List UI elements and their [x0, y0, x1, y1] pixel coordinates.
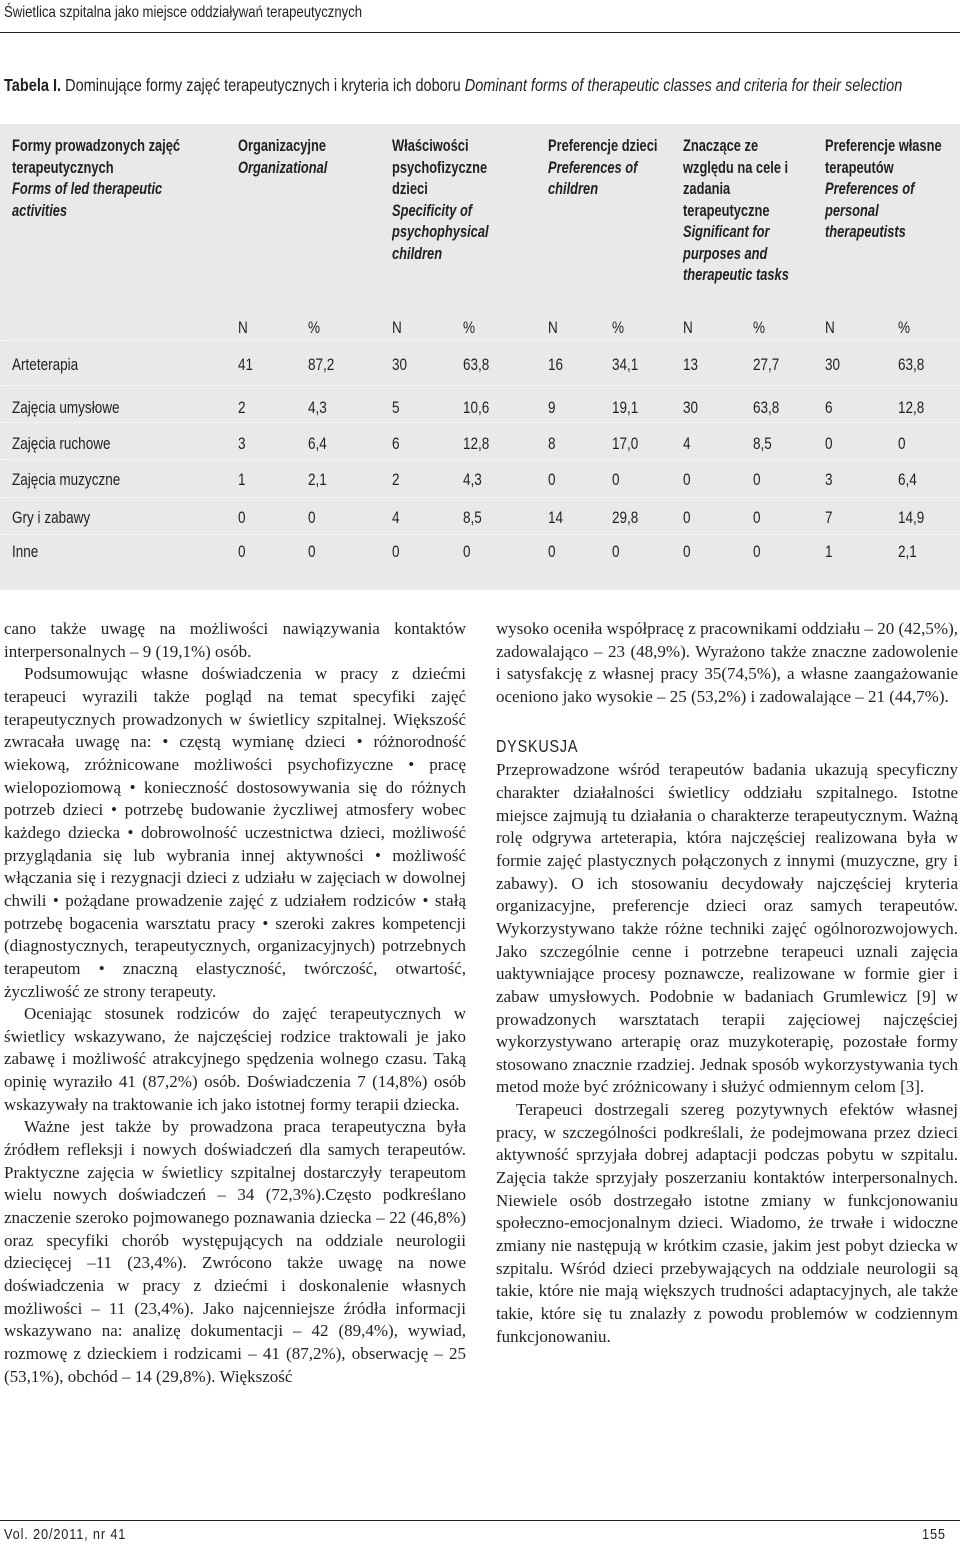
table-cell: 2 — [392, 471, 400, 489]
row-divider — [0, 459, 960, 460]
body-paragraph: Przeprowadzone wśród terapeutów badania ukazują specyficzny charakter działalności świetlicy oddziału szpitalnego. Istotne miejsce zajmują tu działania o charakterze terapeutycznym. Ważną rolę odgrywa arteterapia, która najczęściej realizowana była w formie zajęć plastycznych połączonych z innymi (muzyczne, gry i zabawy). O ich stosowaniu decydowały najczęściej kryteria organizacyjne, preferencje dzieci oraz samych terapeutów. Wykorzystywano także różne techniki zajęć ogólnorozwojowych. Jako szczególnie cenne i potrzebne terapeuci uznali zajęcia uaktywniające procesy poznawcze, realizowane w formie gier i zabaw umysłowych. Podobnie w badaniach Grumlewicz [9] w prowadzonych warsztatach terapii zajęciowej najczęściej wykorzystywano arterapię oraz muzykoterapię, pozostałe formy stosowano znacznie rzadziej. Jednak sposób wykorzystywania tych metod może być zróżnicowany i służyć odmiennym celom [3]. — [496, 760, 958, 1097]
body-paragraph: Oceniając stosunek rodziców do zajęć terapeutycznych w świetlicy wskazywano, że najczęściej rodzice traktowali je jako zabawę i możliwość atrakcyjnego spędzenia wolnego czasu. Taką opinię wyraziło 41 (87,2%) osób. Doświadczenia 7 (14,8%) osób wskazywały na traktowanie ich jako istotnej formy terapii dziecka. — [4, 1004, 466, 1114]
table-cell: 6,4 — [898, 471, 917, 489]
table-cell: 30 — [683, 399, 699, 417]
table-cell: 0 — [683, 543, 691, 561]
table-cell: 2,1 — [898, 543, 917, 561]
table-cell: 6,4 — [308, 435, 327, 453]
header-pl: Preferencje własne terapeutów — [825, 137, 942, 177]
table-cell: 1 — [825, 543, 833, 561]
row-label: Zajęcia umysłowe — [12, 399, 120, 417]
right-text-column — [496, 618, 958, 1348]
table-cell: 2 — [238, 399, 246, 417]
table-cell: 0 — [612, 543, 620, 561]
table-cell: 17,0 — [612, 435, 639, 453]
subheader-n: N — [548, 319, 558, 337]
subheader-percent: % — [308, 319, 321, 337]
header-forms — [12, 136, 207, 222]
header-en: Specificity of psychophysical children — [392, 201, 489, 263]
header-en: Organizational — [238, 158, 328, 177]
table-cell: 6 — [392, 435, 400, 453]
table-cell: 7 — [825, 509, 833, 527]
row-label: Gry i zabawy — [12, 509, 91, 527]
footer-rule — [0, 1520, 960, 1521]
table-cell: 0 — [825, 435, 833, 453]
row-label: Zajęcia ruchowe — [12, 435, 111, 453]
table-cell: 0 — [238, 543, 246, 561]
table-cell: 4 — [683, 435, 691, 453]
header-pl: Preferencje dzieci — [548, 137, 658, 155]
subheader-percent: % — [898, 319, 911, 337]
table-cell: 10,6 — [463, 399, 490, 417]
header-en: Preferences of personal therapeutists — [825, 180, 915, 241]
header-organizational — [238, 136, 355, 179]
page-number: 155 — [922, 1526, 946, 1543]
table-cell: 87,2 — [308, 356, 335, 374]
table-cell: 0 — [898, 435, 906, 453]
table-cell: 0 — [548, 543, 556, 561]
table-cell: 8,5 — [753, 435, 772, 453]
left-text-column — [4, 618, 466, 1388]
table-cell: 9 — [548, 399, 556, 417]
table-cell: 0 — [463, 543, 471, 561]
row-divider — [0, 497, 960, 498]
table-cell: 8,5 — [463, 509, 482, 527]
body-paragraph: wysoko oceniła współpracę z pracownikami oddziału – 20 (42,5%), zadowalająco – 23 (48,9%). Wyrażono także znaczne zadowolenie i satysfakcję z własnej pracy 35(74,5%), a własne zaangażowanie oceniono jako wysokie – 25 (53,2%) i zadowalające – 21 (44,7%). — [496, 619, 958, 706]
table-cell: 4,3 — [308, 399, 327, 417]
table-cell: 14,9 — [898, 509, 925, 527]
row-label: Arteterapia — [12, 356, 79, 374]
header-pl: Formy prowadzonych zajęć terapeutycznych — [12, 137, 181, 177]
header-children-preferences — [548, 136, 673, 201]
table-cell: 0 — [548, 471, 556, 489]
table-cell: 29,8 — [612, 509, 639, 527]
table-cell: 8 — [548, 435, 556, 453]
body-paragraph: cano także uwagę na możliwości nawiązywania kontaktów interpersonalnych – 9 (19,1%) osób. — [4, 619, 466, 661]
header-psychophysical — [392, 136, 517, 265]
table-cell: 19,1 — [612, 399, 639, 417]
header-pl: Właściwości psychofizyczne dzieci — [392, 137, 488, 198]
row-divider — [0, 534, 960, 535]
subheader-n: N — [683, 319, 693, 337]
table-cell: 27,7 — [753, 356, 780, 374]
table-cell: 4,3 — [463, 471, 482, 489]
body-paragraph: Terapeuci dostrzegali szereg pozytywnych efektów własnej pracy, w szczególności podkreślali, że podejmowana przez dzieci aktywność sprzyjała dobrej adaptacji podczas pobytu w szpitalu. Zajęcia także sprzyjały poszerzaniu kontaktów interpersonalnych. Niewiele osób dostrzegało istotne zmiany w funkcjonowaniu społeczno-emocjonalnym dzieci. Wiadomo, że trwałe i widoczne zmiany nie następują w krótkim czasie, jakim jest pobyt dziecka w szpitalu. Wśród dzieci przebywających na oddziale neurologii są takie, które nie mają większych trudności adaptacyjnych, ale także takie, które się tu znalazły z powodu problemów w codziennym funkcjonowaniu. — [496, 1100, 958, 1346]
subheader-n: N — [238, 319, 248, 337]
table-cell: 63,8 — [753, 399, 780, 417]
table-cell: 0 — [308, 509, 316, 527]
subheader-n: N — [392, 319, 402, 337]
table-caption-label: Tabela I. — [4, 75, 62, 95]
running-head: Świetlica szpitalna jako miejsce oddziaływań terapeutycznych — [4, 4, 363, 21]
table-caption-en: Dominant forms of therapeutic classes and criteria for their selection — [464, 75, 903, 95]
table-cell: 0 — [308, 543, 316, 561]
table-cell: 0 — [753, 509, 761, 527]
table-cell: 12,8 — [463, 435, 490, 453]
table-cell: 5 — [392, 399, 400, 417]
subheader-percent: % — [753, 319, 766, 337]
section-heading: DYSKUSJA — [496, 735, 579, 756]
table-caption-pl: Dominujące formy zajęć terapeutycznych i kryteria ich doboru — [65, 75, 461, 95]
row-divider — [0, 385, 960, 386]
table-cell: 30 — [392, 356, 408, 374]
table-caption — [4, 74, 946, 97]
table-cell: 0 — [612, 471, 620, 489]
table-cell: 0 — [238, 509, 246, 527]
table-cell: 2,1 — [308, 471, 327, 489]
header-therapist-preferences — [825, 136, 942, 244]
table-cell: 63,8 — [463, 356, 490, 374]
header-en: Significant for purposes and therapeutic tasks — [683, 223, 789, 284]
table-cell: 0 — [683, 509, 691, 527]
table-cell: 1 — [238, 471, 246, 489]
table-cell: 34,1 — [612, 356, 639, 374]
header-therapeutic-goals — [683, 136, 796, 287]
header-rule — [0, 32, 960, 33]
table-cell: 30 — [825, 356, 841, 374]
table-cell: 6 — [825, 399, 833, 417]
table-cell: 13 — [683, 356, 699, 374]
table-cell: 0 — [753, 543, 761, 561]
table-cell: 0 — [753, 471, 761, 489]
subheader-n: N — [825, 319, 835, 337]
row-divider — [0, 340, 960, 341]
journal-volume: Vol. 20/2011, nr 41 — [4, 1526, 127, 1543]
table-cell: 12,8 — [898, 399, 925, 417]
header-en: Forms of led therapeutic activities — [12, 180, 163, 220]
row-label: Zajęcia muzyczne — [12, 471, 121, 489]
table-cell: 3 — [238, 435, 246, 453]
table-cell: 4 — [392, 509, 400, 527]
table-cell: 14 — [548, 509, 564, 527]
body-paragraph: Ważne jest także by prowadzona praca terapeutyczna była źródłem refleksji i nowych doświadczeń dla samych terapeutów. Praktyczne zajęcia w świetlicy szpitalnej dostarczyły terapeutom wielu nowych doświadczeń – 34 (72,3%).Często podkreślano znaczenie szeroko pojmowanego poznawania dziecka – 22 (46,8%) oraz specyfiki chorób występujących na oddziale neurologii dziecięcej –11 (23,4%). Zwrócono także uwagę na nowe doświadczenia w pracy z dziećmi i doskonalenie własnych możliwości – 11 (23,4%). Jako najcenniejsze źródła informacji wskazywano na: analizę dokumentacji – 42 (89,4%), wywiad, rozmowę z dzieckiem i rodzicami – 41 (87,2%), obserwację – 25 (53,1%), obchód – 14 (29,8%). Większość — [4, 1117, 466, 1386]
table-cell: 0 — [392, 543, 400, 561]
header-pl: Organizacyjne — [238, 137, 326, 155]
row-label: Inne — [12, 543, 39, 561]
body-paragraph: Podsumowując własne doświadczenia w pracy z dziećmi terapeuci wyrazili także pogląd na temat specyfiki zajęć terapeutycznych prowadzonych w świetlicy szpitalnej. Większość zwracała uwagę na: • częstą wymianę dzieci • różnorodność wiekową, zróżnicowane możliwości psychofizyczne • pracę wielopoziomową • konieczność dostosowywania się do różnych potrzeb dzieci • potrzebę budowanie życzliwej atmosfery wobec każdego dziecka • dobrowolność uczestnictwa dzieci, możliwość przyglądania się lub wybrania innej aktywności • możliwość włączania się i rezygnacji dzieci z udziału w zajęciach w dowolnej chwili • pożądane prowadzenie zajęć z udziałem rodziców • stałą potrzebę bogacenia warsztatu pracy • szeroki zakres kompetencji (diagnostycznych, terapeutycznych, organizacyjnych) potrzebnych terapeutom • znaczną elastyczność, twórczość, otwartość, życzliwość ze strony terapeuty. — [4, 664, 466, 1001]
table-cell: 0 — [683, 471, 691, 489]
subheader-percent: % — [612, 319, 625, 337]
table-cell: 3 — [825, 471, 833, 489]
row-divider — [0, 422, 960, 423]
subheader-percent: % — [463, 319, 476, 337]
table-cell: 16 — [548, 356, 564, 374]
header-pl: Znaczące ze względu na cele i zadania terapeutyczne — [683, 137, 789, 220]
header-en: Preferences of children — [548, 158, 638, 198]
table-cell: 41 — [238, 356, 254, 374]
table-cell: 63,8 — [898, 356, 925, 374]
